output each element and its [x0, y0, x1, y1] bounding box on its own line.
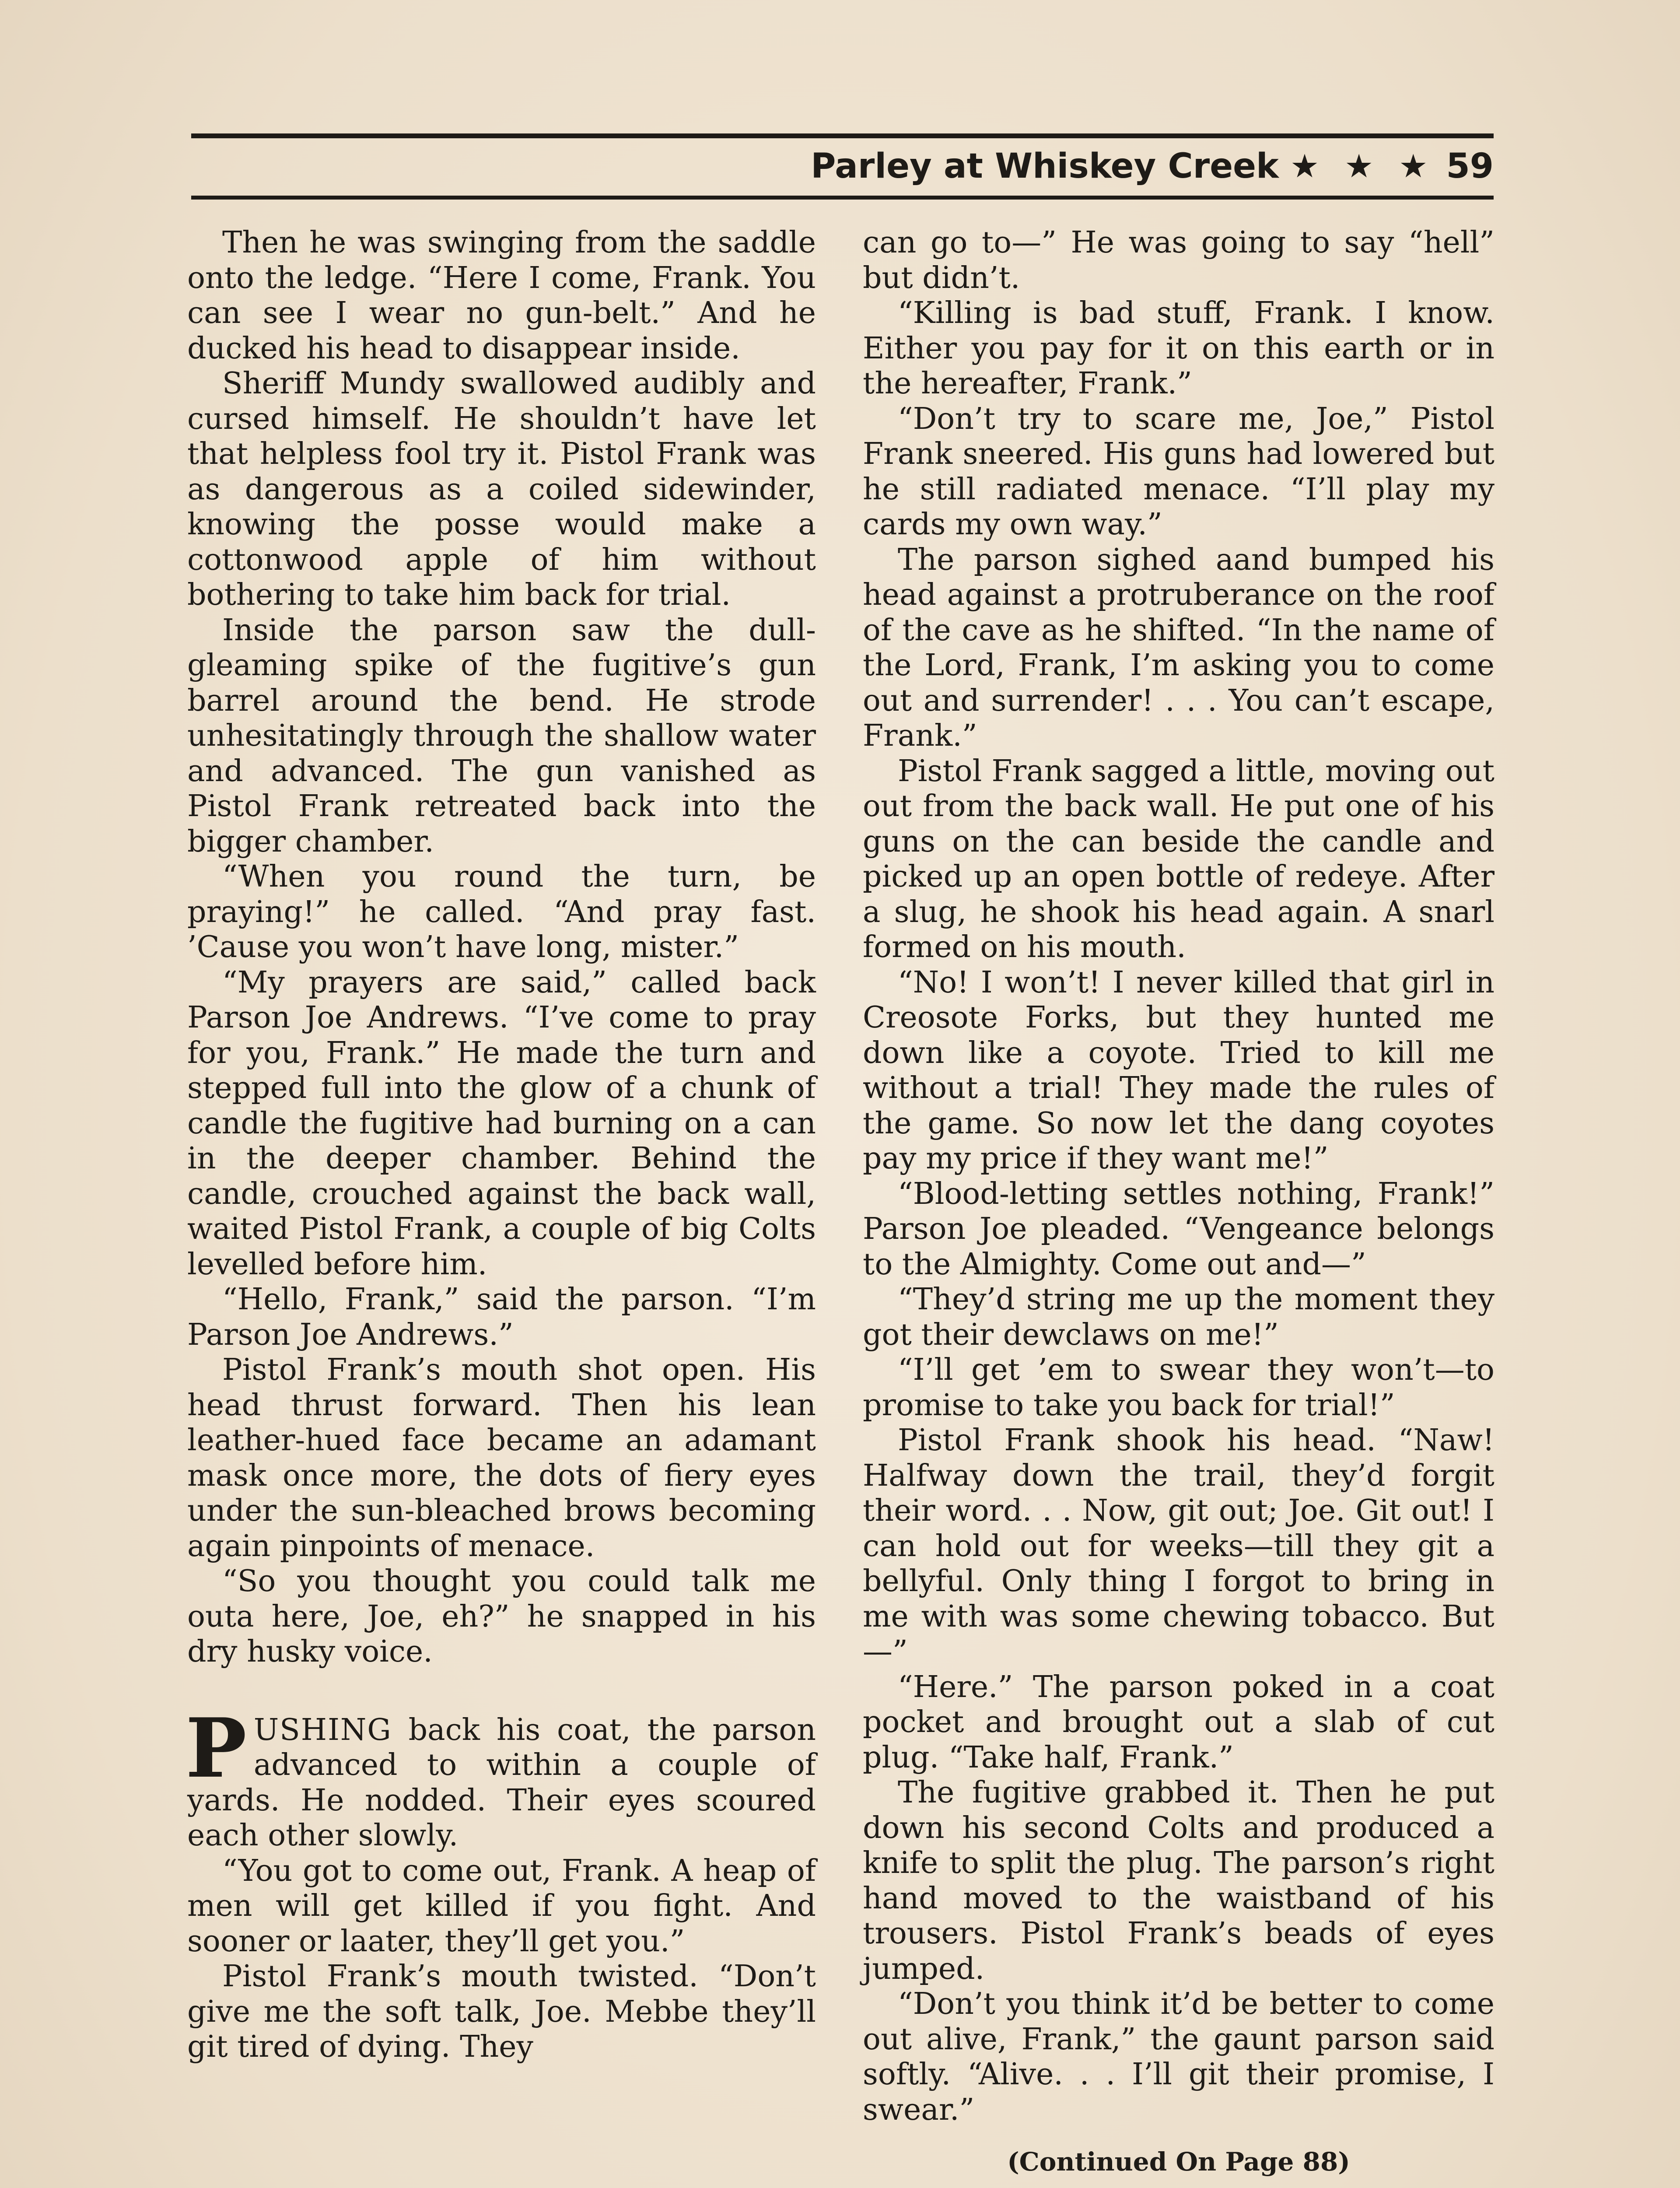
paragraph: Then he was swinging from the saddle onto the ledge. “Here I come, Frank. You can see I wear no gun-belt.” And he ducked his head to disappear inside. — [187, 225, 816, 366]
running-header — [811, 139, 1494, 193]
dropcap-paragraph — [186, 1700, 816, 1854]
page-number: 59 — [1446, 147, 1494, 186]
dropcap-letter: P — [186, 1700, 247, 1796]
header-top-rule — [191, 133, 1494, 138]
paragraph: “My prayers are said,” called back Parson Joe Andrews. “I’ve come to pray for you, Frank.” He made the turn and stepped full into the glow of a chunk of candle the fugitive had burning on a can in the deeper chamber. Behind the candle, crouched against the back wall, waited Pistol Frank, a couple of big Colts levelled before him. — [187, 965, 816, 1282]
right-column — [863, 225, 1494, 2188]
paragraph: “They’d string me up the moment they got their dewclaws on me!” — [863, 1282, 1494, 1352]
paragraph: “I’ll get ’em to swear they won’t—to promise to take you back for trial!” — [863, 1353, 1494, 1423]
paragraph: “You got to come out, Frank. A heap of men will get killed if you fight. And sooner or laater, they’ll get you.” — [187, 1853, 816, 1959]
star-ornament-icon: ★ ★ ★ — [1290, 147, 1435, 185]
dropcap-rest: back his coat, the parson advanced to within a couple of yards. He nodded. Their eyes scoured each other slowly. — [187, 1712, 816, 1853]
continued-note: (Continued On Page 88) — [1007, 2147, 1350, 2177]
paragraph: “Killing is bad stuff, Frank. I know. Either you pay for it on this earth or in the hereafter, Frank.” — [863, 296, 1494, 401]
paragraph: “Blood-letting settles nothing, Frank!” Parson Joe pleaded. “Vengeance belongs to the Almighty. Come out and—” — [863, 1176, 1494, 1282]
paragraph-continuation: can go to—” He was going to say “hell” but didn’t. — [863, 225, 1494, 295]
dropcap-smallcaps: USHING — [253, 1712, 392, 1747]
paragraph: “Don’t you think it’d be better to come out alive, Frank,” the gaunt parson said softly. “Alive. . . I’ll git their promise, I swear.” — [863, 1987, 1494, 2127]
paragraph: The parson sighed aand bumped his head against a protruberance on the roof of the cave as he shifted. “In the name of the Lord, Frank, I’m asking you to come out and surrender! . . . You can’t escape, Frank.” — [863, 542, 1494, 753]
paragraph: Pistol Frank’s mouth shot open. His head thrust forward. Then his lean leather-hued face became an adamant mask once more, the dots of fiery eyes under the sun-bleached brows becoming again pinpoints of menace. — [187, 1353, 816, 1564]
header-bottom-rule — [191, 196, 1494, 200]
paragraph: Inside the parson saw the dull-gleaming spike of the fugitive’s gun barrel around the bend. He strode unhesitatingly through the shallow water and advanced. The gun vanished as Pistol Frank retreated back into the bigger chamber. — [187, 613, 816, 859]
paragraph: “Don’t try to scare me, Joe,” Pistol Frank sneered. His guns had lowered but he still radiated menace. “I’ll play my cards my own way.” — [863, 401, 1494, 542]
paragraph: Sheriff Mundy swallowed audibly and cursed himself. He shouldn’t have let that helpless fool try it. Pistol Frank was as dangerous as a coiled sidewinder, knowing the posse would make a cottonwood apple of him without bothering to take him back for trial. — [187, 366, 816, 612]
paragraph: “Hello, Frank,” said the parson. “I’m Parson Joe Andrews.” — [187, 1282, 816, 1352]
paragraph: “When you round the turn, be praying!” he called. “And pray fast. ’Cause you won’t have long, mister.” — [187, 859, 816, 964]
paragraph: Pistol Frank’s mouth twisted. “Don’t give me the soft talk, Joe. Mebbe they’ll git tired of dying. They — [187, 1959, 816, 2064]
paragraph: Pistol Frank sagged a little, moving out out from the back wall. He put one of his guns on the can beside the candle and picked up an open bottle of redeye. After a slug, he shook his head again. A snarl formed on his mouth. — [863, 754, 1494, 964]
paragraph: “So you thought you could talk me outa here, Joe, eh?” he snapped in his dry husky voice. — [187, 1564, 816, 1669]
story-title: Parley at Whiskey Creek — [811, 147, 1279, 186]
paragraph: “No! I won’t! I never killed that girl in Creosote Forks, but they hunted me down like a coyote. Tried to kill me without a trial! They made the rules of the game. So now let the dang coyotes pay my price if they want me!” — [863, 965, 1494, 1176]
paragraph: “Here.” The parson poked in a coat pocket and brought out a slab of cut plug. “Take half, Frank.” — [863, 1669, 1494, 1775]
left-column — [187, 225, 816, 2188]
paragraph: Pistol Frank shook his head. “Naw! Halfway down the trail, they’d forgit their word. . . Now, git out; Joe. Git out! I can hold out for weeks—till they git a bellyful. Only thing I forgot to bring in me with was some chewing tobacco. But—” — [863, 1423, 1494, 1669]
paragraph: The fugitive grabbed it. Then he put down his second Colts and produced a knife to split the plug. The parson’s right hand moved to the waistband of his trousers. Pistol Frank’s beads of eyes jumped. — [863, 1775, 1494, 1986]
